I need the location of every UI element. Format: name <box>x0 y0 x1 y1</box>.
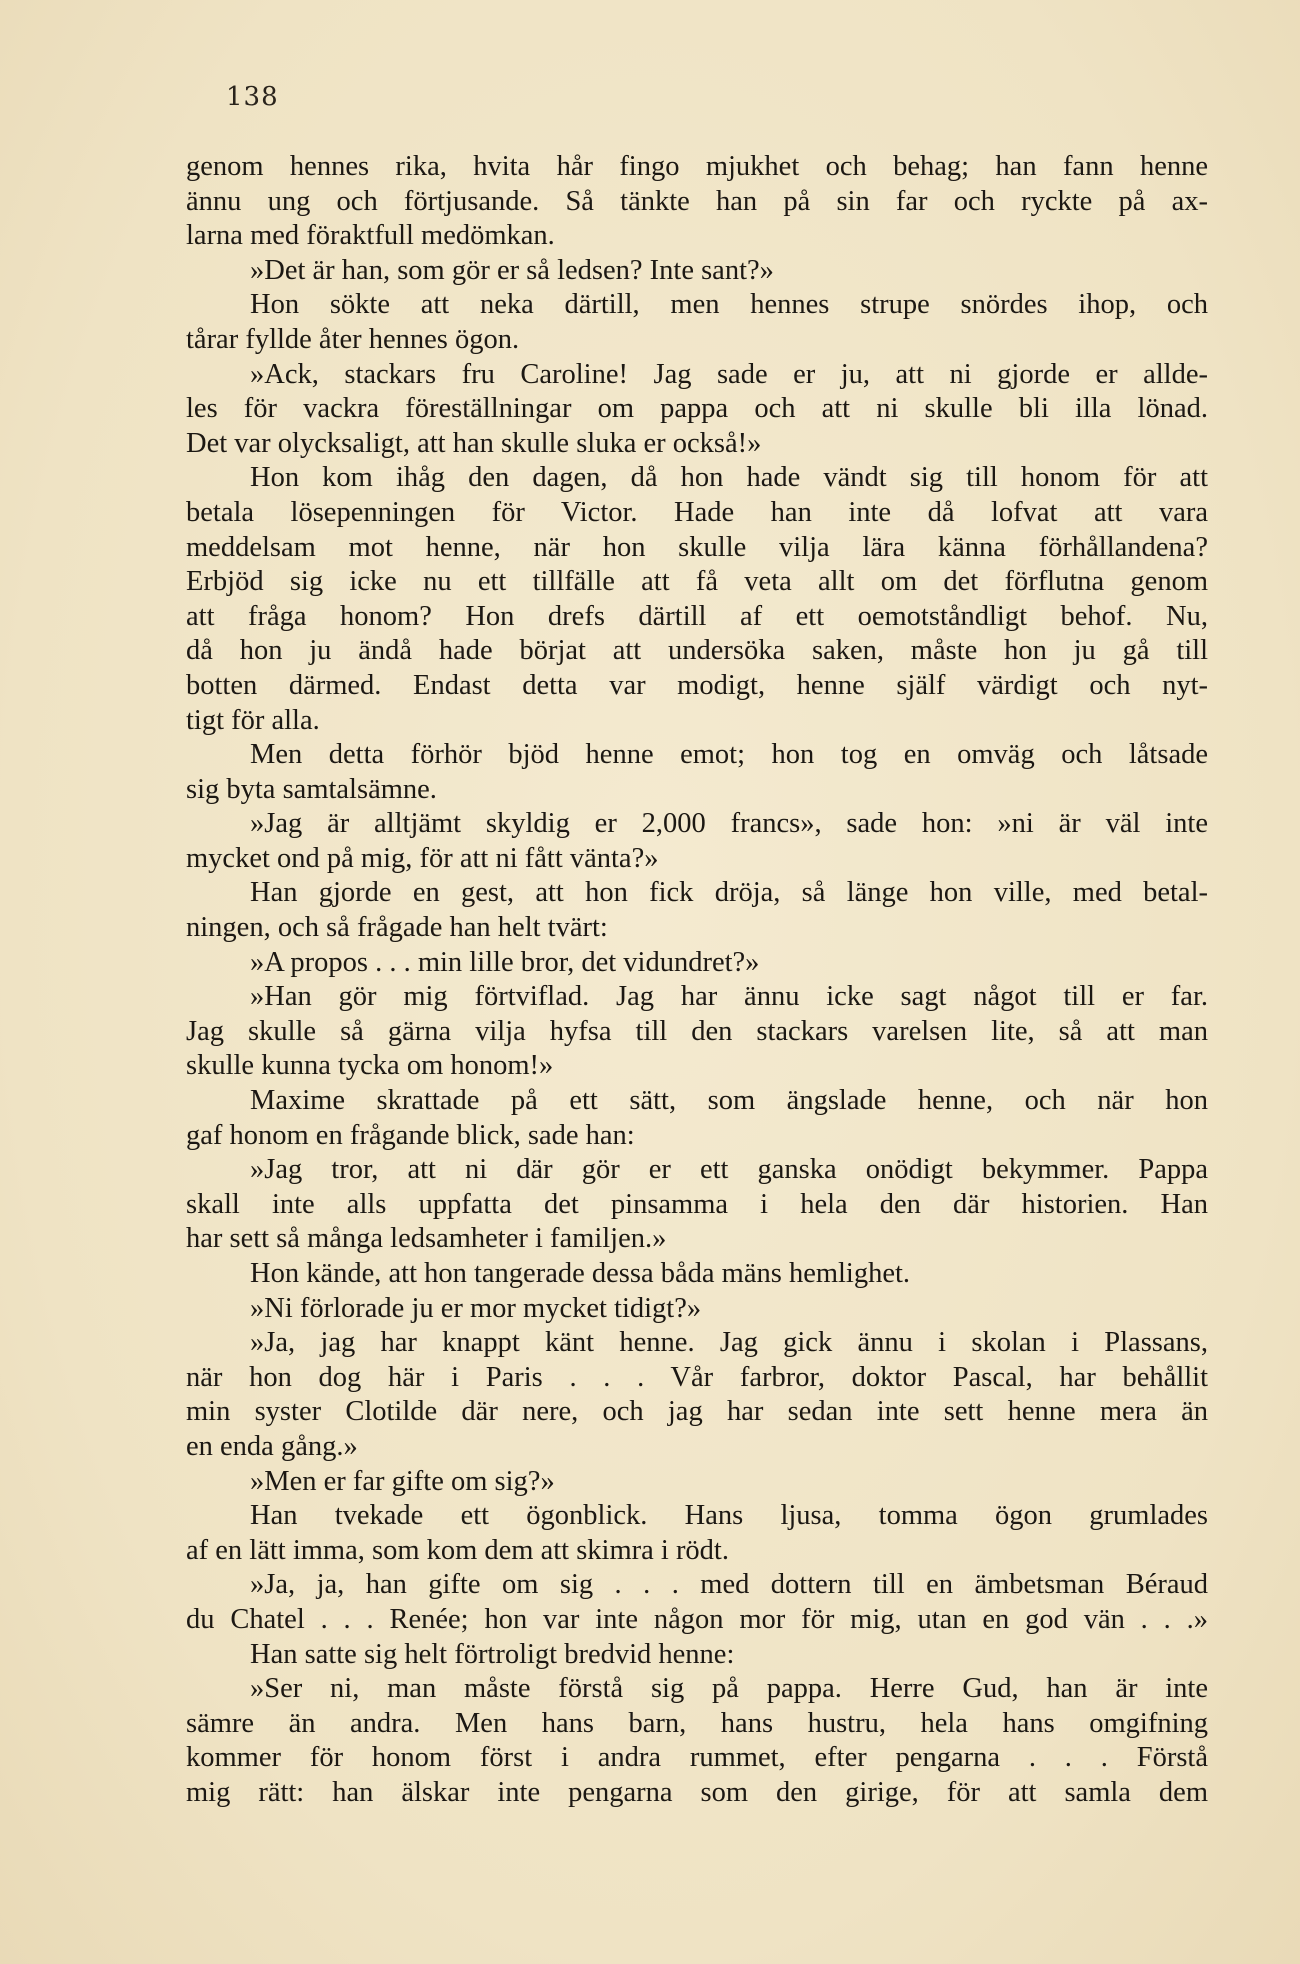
text-line: när hon dog här i Paris . . . Vår farbror, doktor Pascal, har behållit <box>186 1361 1208 1393</box>
text-line: du Chatel . . . Renée; hon var inte någon mor för mig, utan en god vän . . .» <box>186 1603 1208 1635</box>
text-line: Hon sökte att neka därtill, men hennes strupe snördes ihop, och <box>250 289 1208 321</box>
text-line: ännu ung och förtjusande. Så tänkte han på sin far och ryckte på ax- <box>186 185 1208 217</box>
text-line: af en lätt imma, som kom dem att skimra i rödt. <box>186 1534 729 1566</box>
text-line: sämre än andra. Men hans barn, hans hustru, hela hans omgifning <box>186 1707 1208 1739</box>
text-line: meddelsam mot henne, när hon skulle vilja lära känna förhållandena? <box>186 531 1208 563</box>
text-line: botten därmed. Endast detta var modigt, henne själf värdigt och nyt- <box>186 669 1208 701</box>
text-line: Erbjöd sig icke nu ett tillfälle att få veta allt om det förflutna genom <box>186 566 1208 598</box>
text-line: »Ack, stackars fru Caroline! Jag sade er ju, att ni gjorde er allde- <box>250 358 1208 390</box>
text-line: »Men er far gifte om sig?» <box>250 1465 555 1497</box>
text-line: har sett så många ledsamheter i familjen.» <box>186 1223 667 1255</box>
text-line: les för vackra föreställningar om pappa och att ni skulle bli illa lönad. <box>186 393 1208 425</box>
text-line: skall inte alls uppfatta det pinsamma i hela den där historien. Han <box>186 1188 1208 1220</box>
text-line: Han tvekade ett ögonblick. Hans ljusa, tomma ögon grumlades <box>250 1500 1208 1532</box>
text-line: »Han gör mig förtviflad. Jag har ännu icke sagt något till er far. <box>250 981 1208 1013</box>
text-line: »Jag är alltjämt skyldig er 2,000 francs», sade hon: »ni är väl inte <box>250 808 1208 840</box>
text-line: kommer för honom först i andra rummet, efter pengarna . . . Förstå <box>186 1742 1208 1774</box>
text-line: Det var olycksaligt, att han skulle sluka er också!» <box>186 427 762 459</box>
text-line: Han satte sig helt förtroligt bredvid henne: <box>250 1638 735 1670</box>
page-number: 138 <box>226 82 279 112</box>
text-line: ningen, och så frågade han helt tvärt: <box>186 912 608 944</box>
text-line: då hon ju ändå hade börjat att undersöka saken, måste hon ju gå till <box>186 635 1208 667</box>
text-line: min syster Clotilde där nere, och jag har sedan inte sett henne mera än <box>186 1396 1208 1428</box>
text-line: skulle kunna tycka om honom!» <box>186 1050 554 1082</box>
text-line: larna med föraktfull medömkan. <box>186 220 555 252</box>
text-line: »Det är han, som gör er så ledsen? Inte sant?» <box>250 254 774 286</box>
text-line: att fråga honom? Hon drefs därtill af ett oemotståndligt behof. Nu, <box>186 600 1208 632</box>
text-line: Jag skulle så gärna vilja hyfsa till den stackars varelsen lite, så att man <box>186 1015 1208 1047</box>
text-line: Men detta förhör bjöd henne emot; hon tog en omväg och låtsade <box>250 739 1208 771</box>
text-line: gaf honom en frågande blick, sade han: <box>186 1119 635 1151</box>
text-line: Hon kände, att hon tangerade dessa båda mäns hemlighet. <box>250 1258 911 1289</box>
text-line: »Ni förlorade ju er mor mycket tidigt?» <box>250 1292 702 1324</box>
text-line: betala lösepenningen för Victor. Hade han inte då lofvat att vara <box>186 496 1208 528</box>
text-line: »A propos . . . min lille bror, det vidundret?» <box>250 946 760 978</box>
text-line: tigt för alla. <box>186 704 320 736</box>
text-line: »Ja, ja, han gifte om sig . . . med dottern till en ämbetsman Béraud <box>250 1569 1208 1601</box>
text-line: »Ser ni, man måste förstå sig på pappa. Herre Gud, han är inte <box>250 1673 1208 1705</box>
text-line: mig rätt: han älskar inte pengarna som den girige, för att samla dem <box>186 1776 1208 1808</box>
text-line: »Ja, jag har knappt känt henne. Jag gick ännu i skolan i Plassans, <box>250 1327 1208 1359</box>
text-line: en enda gång.» <box>186 1430 358 1462</box>
text-line: »Jag tror, att ni där gör er ett ganska onödigt bekymmer. Pappa <box>250 1154 1208 1186</box>
text-line: genom hennes rika, hvita hår fingo mjukhet och behag; han fann henne <box>186 151 1208 182</box>
text-line: sig byta samtalsämne. <box>186 773 437 805</box>
text-line: mycket ond på mig, för att ni fått vänta?» <box>186 842 659 874</box>
text-line: tårar fyllde åter hennes ögon. <box>186 323 520 355</box>
text-line: Hon kom ihåg den dagen, då hon hade vändt sig till honom för att <box>250 462 1208 494</box>
body-text <box>186 150 1208 1811</box>
text-line: Han gjorde en gest, att hon fick dröja, så länge hon ville, med betal- <box>250 877 1208 909</box>
text-line: Maxime skrattade på ett sätt, som ängslade henne, och när hon <box>250 1085 1208 1117</box>
